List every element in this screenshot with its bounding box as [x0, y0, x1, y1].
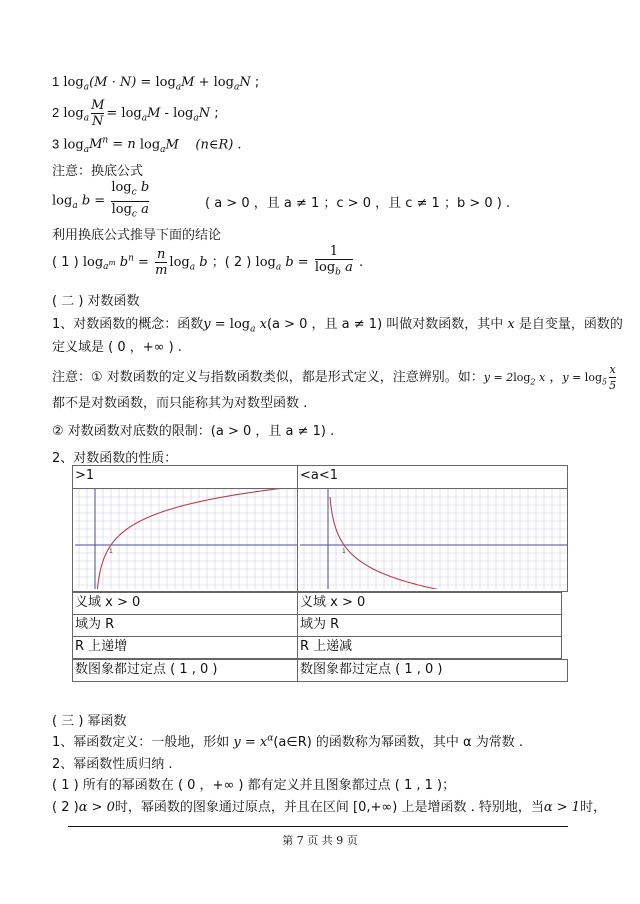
note-base-limit: ② 对数函数对底数的限制：(a > 0 ，且 a ≠ 1) . — [52, 424, 335, 439]
power-property-2 — [52, 796, 606, 815]
graph-cell-1 — [72, 488, 298, 592]
table-row-2-col-1: 域为 R — [72, 614, 298, 637]
footer-rule — [68, 826, 568, 827]
table-row-3-col-1: R 上递增 — [72, 636, 298, 659]
rule-condition: (n∈R) . — [195, 137, 242, 153]
properties-title: 2、对数函数的性质： — [52, 451, 178, 466]
page-footer: 第 7 页 共 9 页 — [282, 834, 358, 847]
change-of-base-formula: $\log_a b$ = $\frac{\log_c b}{\log_c a}$ — [52, 180, 151, 222]
power-summary-title: 2、幂函数性质归纳 . — [52, 757, 173, 772]
table-head-2: <a<1 — [297, 465, 568, 489]
rule-1: 1 $\log_a(M \cdot N) = \log_aM + \log_aN$ ; — [52, 74, 260, 93]
prop2-part-c: 时，幂函数的图象通过原点，并且在区间 [0,+∞) 上是增函数 . 特别地，当 — [114, 800, 544, 815]
prop2-part-e: 时， — [580, 800, 607, 815]
table-row-2-col-2: 域为 R — [297, 614, 562, 637]
power-property-1: ( 1 ) 所有的幂函数在 ( 0 ，+∞ ) 都有定义并且图象都过点 ( 1 , 1 )； — [52, 778, 456, 793]
prop2-part-d: α > 1 — [543, 800, 581, 815]
table-row-4-col-2: 数图象都过定点 ( 1 , 0 ) — [297, 659, 568, 682]
rule-number: 3 — [52, 136, 60, 152]
derive-title: 利用换底公式推导下面的结论 — [52, 228, 222, 243]
note-log-like: 注意：① 对数函数的定义与指数函数类似，都是形式定义，注意辨别。如：$y = 2\log_2$ x ，$y = \log_5$ $\frac{x}{5}$ — [52, 363, 617, 392]
section-2-heading: ( 二 ) 对数函数 — [52, 294, 140, 309]
rule-number: 1 — [52, 74, 60, 89]
tick-label: 1 — [342, 548, 346, 555]
graph-cell-2 — [297, 488, 568, 592]
domain-line: 定义域是 ( 0 ，+∞ ) . — [52, 340, 182, 355]
prop2-part-a: ( 2 ) — [52, 800, 79, 815]
log-function-definition: 1、对数函数的概念：函数$y = \log_a x(a > 0$ ，且 a ≠ 1) 叫做对数函数，其中 x 是自变量，函数的 — [52, 317, 623, 335]
derive-part-2: ；( 2 ) — [211, 254, 252, 270]
derive-part-1: ( 1 ) — [52, 254, 79, 270]
tick-label: 1 — [109, 548, 113, 555]
graph-increasing — [75, 489, 297, 589]
power-function-definition: 1、幂函数定义：一般地，形如 $y = x^\alpha(a\in R)$ 的函数称为幂函数，其中 α 为常数 . — [52, 733, 524, 750]
graph-decreasing — [300, 489, 567, 589]
table-row-3-col-2: R 上递减 — [297, 636, 562, 659]
rule-tail: ; — [210, 106, 219, 121]
def-part-a: 1、对数函数的概念：函数 — [52, 317, 204, 332]
note-title: 注意：换底公式 — [52, 164, 144, 179]
def-part-b: (a > 0 ，且 a ≠ 1) 叫做对数函数，其中 — [266, 317, 504, 332]
table-row-1-col-1: 义域 x > 0 — [72, 592, 298, 615]
table-row-4-col-1: 数图象都过定点 ( 1 , 0 ) — [72, 659, 298, 682]
def-part-a: 1、幂函数定义：一般地，形如 — [52, 735, 230, 750]
def-part-c: 是自变量，函数的 — [518, 317, 623, 332]
note-part-a: 注意：① 对数函数的定义与指数函数类似，都是形式定义，注意辨别。如： — [52, 370, 484, 385]
def-part-b: (a∈R) 的函数称为幂函数，其中 α 为常数 . — [273, 735, 524, 750]
change-of-base-condition: ( a > 0 ，且 a ≠ 1 ；c > 0 ，且 c ≠ 1 ；b > 0 ) . — [205, 196, 511, 211]
note-log-like-line2: 都不是对数函数，而只能称其为对数型函数 . — [52, 396, 308, 411]
prop2-part-b: α > 0 — [78, 800, 115, 815]
log-curve — [330, 497, 461, 589]
table-row-1-col-2: 义域 x > 0 — [297, 592, 562, 615]
section-3-heading: ( 三 ) 幂函数 — [52, 714, 127, 729]
rule-3: 3 $\log_aM^n = n$ $\log_aM$ (n∈R) . — [52, 136, 242, 155]
rule-tail: ; — [250, 75, 260, 90]
rule-2: 2 $\log_a$ $\frac{M}{N}$ = $\log_aM - \log_aN$ ; — [52, 98, 219, 129]
derive-formulas: ( 1 ) $\log_{a^m} b^n$ = $\frac{n}{m}$ $\log_a b$ ；( 2 ) $\log_a b$ = $\frac{1}{\log_b a}$ . — [52, 244, 363, 281]
rule-number: 2 — [52, 105, 60, 120]
table-head-1: >1 — [72, 465, 298, 489]
